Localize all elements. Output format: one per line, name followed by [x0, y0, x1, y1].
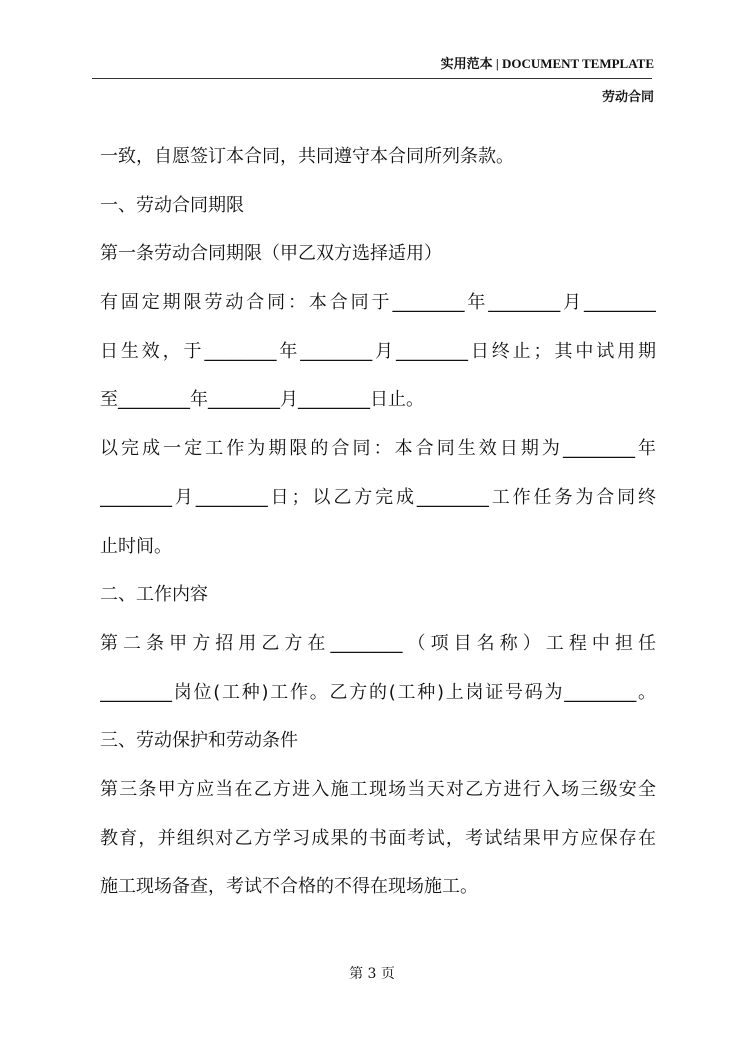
- paragraph-line: ________月________日；以乙方完成________工作任务为合同终: [100, 486, 656, 508]
- paragraph-line: 以完成一定工作为期限的合同：本合同生效日期为________年: [100, 438, 656, 460]
- paragraph-line: ________岗位(工种)工作。乙方的(工种)上岗证号码为________。: [100, 681, 656, 703]
- paragraph-line: 施工现场备查，考试不合格的不得在现场施工。: [100, 876, 478, 898]
- paragraph-line: 教育，并组织对乙方学习成果的书面考试，考试结果甲方应保存在: [100, 827, 656, 849]
- paragraph-line: 日生效，于________年________月________日终止；其中试用期: [100, 340, 656, 362]
- header-divider: [92, 78, 652, 79]
- paragraph-line: 至________年________月________日止。: [100, 389, 424, 411]
- header-title: 实用范本 | DOCUMENT TEMPLATE: [440, 56, 654, 71]
- paragraph-line: 第三条甲方应当在乙方进入施工现场当天对乙方进行入场三级安全: [100, 778, 656, 800]
- paragraph-line: 有固定期限劳动合同：本合同于________年________月________: [100, 292, 656, 314]
- paragraph-line: 止时间。: [100, 535, 172, 557]
- paragraph-line: 一致，自愿签订本合同，共同遵守本合同所列条款。: [100, 146, 514, 167]
- section-heading: 二、工作内容: [100, 584, 208, 606]
- paragraph-line: 第二条甲方招用乙方在________（项目名称）工程中担任: [100, 632, 656, 654]
- document-body: [100, 140, 656, 919]
- header-subtitle: 劳动合同: [601, 90, 654, 105]
- section-heading: 一、劳动合同期限: [100, 194, 244, 216]
- section-heading: 三、劳动保护和劳动条件: [100, 730, 298, 752]
- paragraph-line: 第一条劳动合同期限（甲乙双方选择适用）: [100, 243, 442, 265]
- page-number: 第 3 页: [349, 966, 395, 982]
